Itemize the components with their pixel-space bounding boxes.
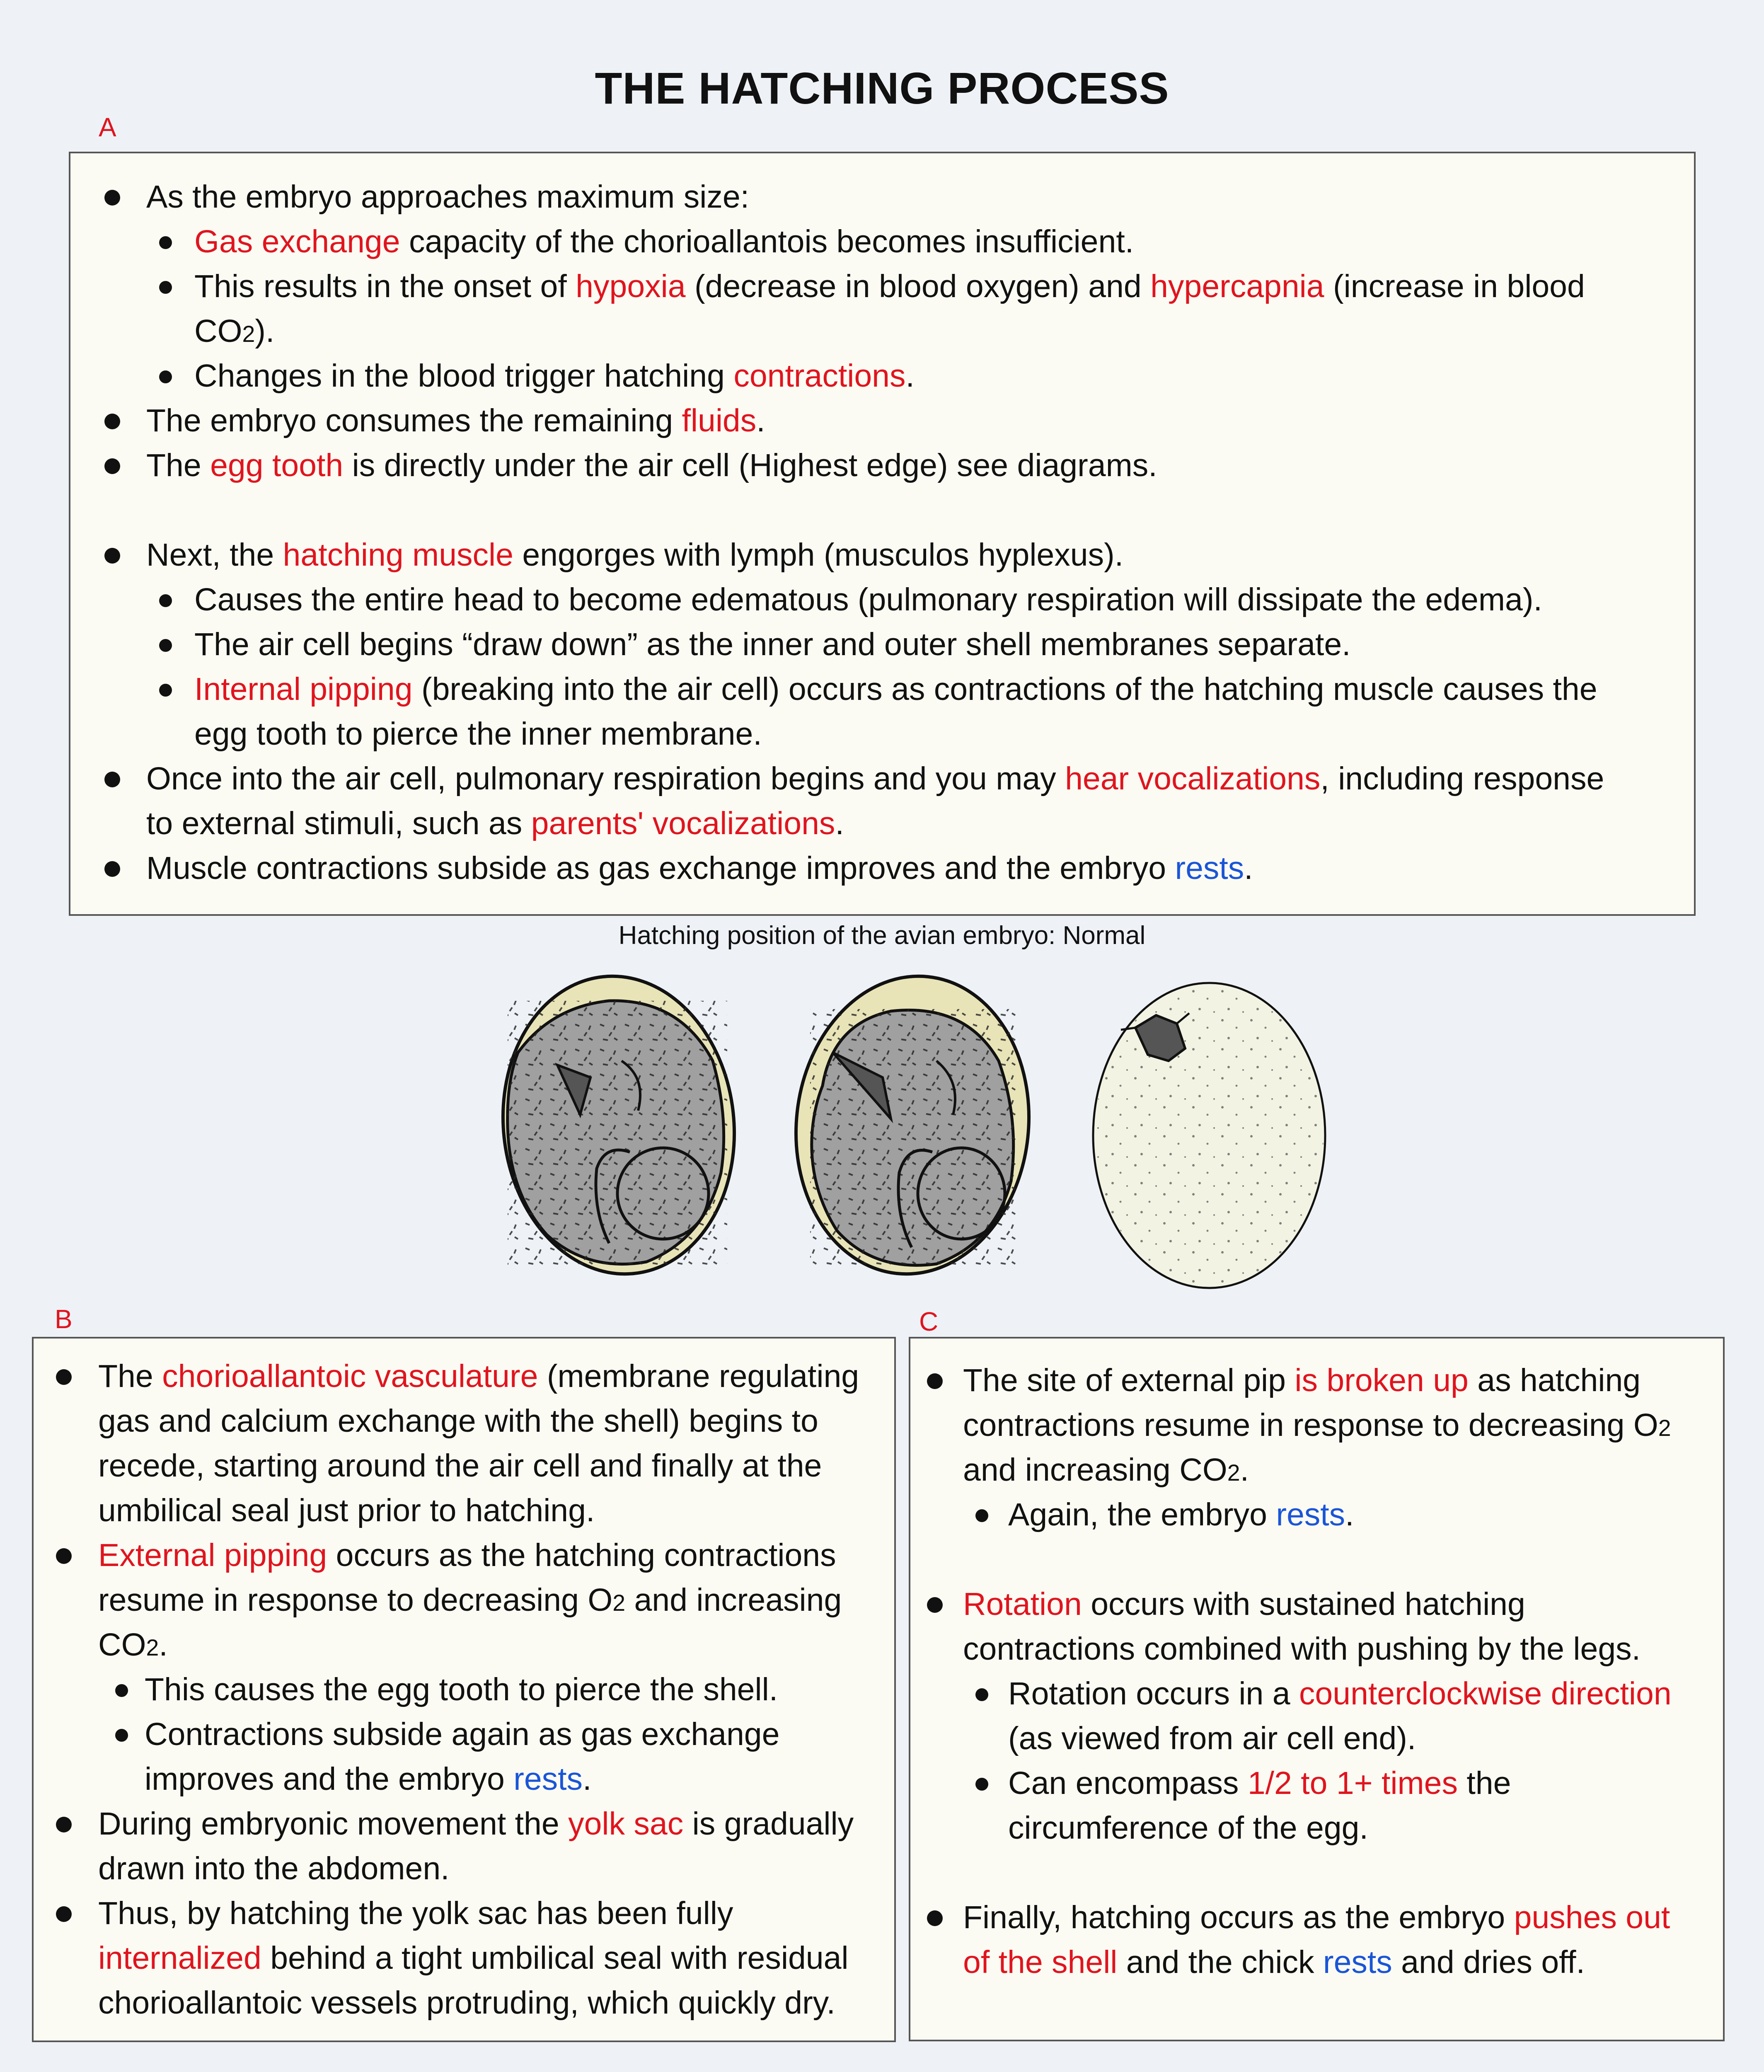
panel-b-line-1: The chorioallantoic vasculature (membrane regulating (98, 1358, 859, 1394)
panel-c (909, 1337, 1725, 2041)
bullet-icon (56, 1369, 72, 1385)
panel-a-line-7: The egg tooth is directly under the air cell (Highest edge) see diagrams. (146, 448, 1157, 483)
panel-c-line-12: of the shell and the chick rests and dries off. (963, 1944, 1585, 1980)
panel-a-line-10: The air cell begins “draw down” as the inner and outer shell membranes separate. (194, 627, 1351, 662)
panel-a-line-4: CO2). (194, 313, 275, 349)
diagram-caption: Hatching position of the avian embryo: Normal (618, 921, 1146, 950)
panel-b-line-4: umbilical seal just prior to hatching. (98, 1493, 595, 1528)
sub-bullet-icon (115, 1684, 128, 1697)
panel-b-line-14: internalized behind a tight umbilical seal with residual (98, 1940, 849, 1976)
panel-c-label: C (919, 1307, 939, 1336)
panel-b-label: B (55, 1304, 73, 1334)
egg-embryo-diagram-1 (489, 965, 749, 1285)
panel-a-line-13: Once into the air cell, pulmonary respiration begins and you may hear vocalizations, including response (146, 761, 1604, 796)
panel-c-line-11: Finally, hatching occurs as the embryo pushes out (963, 1900, 1670, 1935)
panel-a-line-14: to external stimuli, such as parents' vocalizations. (146, 806, 844, 841)
panel-a-line-8: Next, the hatching muscle engorges with lymph (musculos hyplexus). (146, 537, 1124, 573)
panel-b-line-10: improves and the embryo rests. (145, 1761, 592, 1797)
egg-embryo-diagram-2 (782, 965, 1043, 1286)
bullet-icon (56, 1817, 72, 1832)
panel-b-line-3: recede, starting around the air cell and finally at the (98, 1448, 822, 1484)
panel-b-line-13: Thus, by hatching the yolk sac has been fully (98, 1895, 733, 1931)
panel-c-line-4: Again, the embryo rests. (1008, 1497, 1354, 1532)
sub-bullet-icon (975, 1688, 988, 1701)
panel-b (32, 1337, 896, 2042)
panel-b-line-12: drawn into the abdomen. (98, 1851, 450, 1886)
panel-a-line-5: Changes in the blood trigger hatching contractions. (194, 358, 915, 394)
bullet-icon (927, 1910, 943, 1926)
panel-a-line-9: Causes the entire head to become edematous (pulmonary respiration will dissipate the edema). (194, 582, 1542, 617)
sub-bullet-icon (975, 1509, 988, 1522)
panel-c-line-3: and increasing CO2. (963, 1452, 1249, 1488)
bullet-icon (56, 1548, 72, 1564)
panel-a-line-11: Internal pipping (breaking into the air cell) occurs as contractions of the hatching muscle causes the (194, 671, 1597, 707)
panel-c-line-8: (as viewed from air cell end). (1008, 1721, 1416, 1756)
panel-c-line-2: contractions resume in response to decreasing O2 (963, 1407, 1671, 1443)
sub-bullet-icon (115, 1729, 128, 1742)
panel-b-line-11: During embryonic movement the yolk sac is gradually (98, 1806, 854, 1842)
bullet-icon (927, 1373, 943, 1389)
panel-a-label: A (99, 112, 116, 142)
panel-b-line-7: CO2. (98, 1627, 168, 1663)
page-title: THE HATCHING PROCESS (595, 63, 1169, 113)
panel-c-line-6: contractions combined with pushing by the legs. (963, 1631, 1641, 1667)
egg-shell-pipped-diagram (1093, 983, 1325, 1288)
panel-a-line-15: Muscle contractions subside as gas exchange improves and the embryo rests. (146, 850, 1253, 886)
panel-c-line-7: Rotation occurs in a counterclockwise direction (1008, 1676, 1672, 1711)
sub-bullet-icon (975, 1778, 988, 1791)
panel-c-line-5: Rotation occurs with sustained hatching (963, 1586, 1525, 1622)
bullet-icon (927, 1597, 943, 1613)
panel-c-line-10: circumference of the egg. (1008, 1810, 1368, 1846)
panel-a-line-3: This results in the onset of hypoxia (decrease in blood oxygen) and hypercapnia (increase in blood (194, 269, 1585, 304)
bullet-icon (56, 1906, 72, 1922)
panel-b-line-5: External pipping occurs as the hatching contractions (98, 1537, 836, 1573)
panel-a-line-6: The embryo consumes the remaining fluids. (146, 403, 765, 438)
panel-a-line-1: As the embryo approaches maximum size: (146, 179, 750, 215)
panel-c-line-1: The site of external pip is broken up as hatching (963, 1363, 1641, 1398)
panel-b-line-8: This causes the egg tooth to pierce the shell. (145, 1672, 778, 1707)
panel-b-line-2: gas and calcium exchange with the shell) begins to (98, 1403, 818, 1439)
panel-c-line-9: Can encompass 1/2 to 1+ times the (1008, 1765, 1511, 1801)
panel-a-line-12: egg tooth to pierce the inner membrane. (194, 716, 762, 752)
panel-b-line-6: resume in response to decreasing O2 and increasing (98, 1582, 842, 1618)
panel-a-line-2: Gas exchange capacity of the chorioallantois becomes insufficient. (194, 224, 1134, 259)
panel-b-line-9: Contractions subside again as gas exchange (145, 1716, 780, 1752)
panel-b-line-15: chorioallantoic vessels protruding, which quickly dry. (98, 1985, 835, 2021)
